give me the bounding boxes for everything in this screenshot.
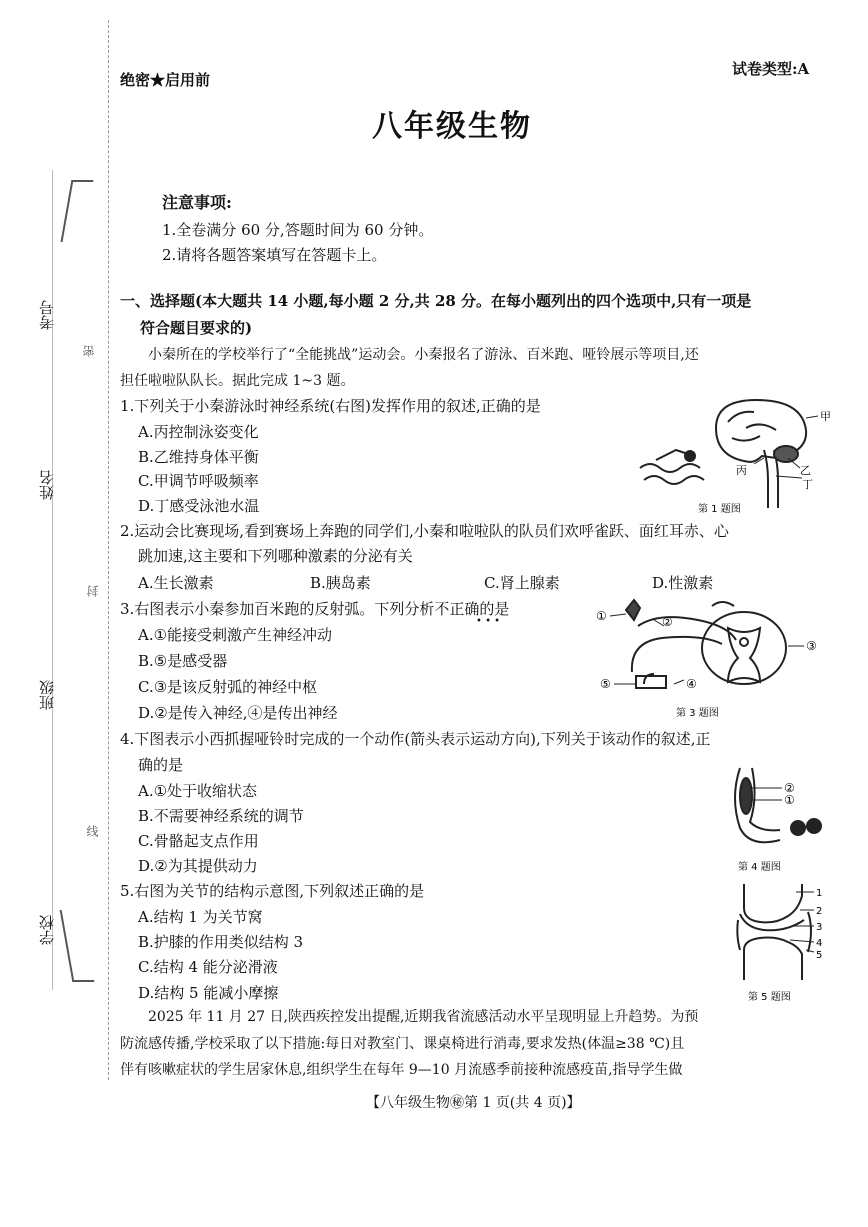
intro-text: 担任啦啦队队长。据此完成 1~3 题。: [120, 373, 355, 389]
q5-option-d: D.结构 5 能减小摩擦: [138, 984, 279, 1002]
fig-label: ③: [806, 639, 817, 653]
q2-option-c: C.肾上腺素: [484, 574, 560, 592]
paper-type: 试卷类型:A: [732, 60, 810, 78]
q1-figure: [636, 398, 832, 514]
q1-option-c: C.甲调节呼吸频率: [138, 472, 259, 490]
fig-caption: 第 1 题图: [698, 504, 741, 514]
kaohao-label: 考号: [38, 300, 56, 330]
fig-label: 丙: [736, 464, 747, 477]
secret-label: 绝密★启用前: [120, 71, 211, 89]
q3-figure: [592, 596, 828, 722]
passage-text: 防流感传播,学校采取了以下措施:每日对教室门、课桌椅进行消毒,要求发热(体温≥38 ℃)且: [120, 1036, 685, 1052]
bracket-mark: [60, 910, 95, 982]
q4-stem-cont: 确的是: [138, 756, 184, 774]
fig-label: 4: [816, 938, 823, 949]
q2-stem: 2.运动会比赛现场,看到赛场上奔跑的同学们,小秦和啦啦队的队员们欢呼雀跃、面红耳赤、心: [120, 522, 729, 540]
intro-text: 小秦所在的学校举行了“全能挑战”运动会。小秦报名了游泳、百米跑、哑铃展示等项目,还: [148, 347, 699, 363]
fig-label: 3: [816, 922, 823, 933]
fig-caption: 第 3 题图: [676, 708, 719, 719]
q1-option-a: A.丙控制泳姿变化: [138, 423, 259, 441]
q4-stem: 4.下图表示小西抓握哑铃时完成的一个动作(箭头表示运动方向),下列关于该动作的叙述,正: [120, 730, 711, 748]
q4-option-d: D.②为其提供动力: [138, 857, 258, 875]
q2-option-b: B.胰岛素: [310, 574, 371, 592]
q5-option-c: C.结构 4 能分泌滑液: [138, 958, 278, 976]
q1-stem: 1.下列关于小秦游泳时神经系统(右图)发挥作用的叙述,正确的是: [120, 397, 541, 415]
fig-label: ②: [784, 781, 795, 795]
q1-option-b: B.乙维持身体平衡: [138, 448, 259, 466]
fig-label: ⑤: [600, 677, 611, 691]
q3-option-c: C.③是该反射弧的神经中枢: [138, 678, 318, 696]
q5-option-a: A.结构 1 为关节窝: [138, 908, 263, 926]
q1-option-d: D.丁感受泳池水温: [138, 497, 260, 515]
q3-option-a: A.①能接受刺激产生神经冲动: [138, 626, 333, 644]
passage-text: 伴有咳嗽症状的学生居家休息,组织学生在每年 9—10 月流感季前接种流感疫苗,指导学生做: [120, 1062, 683, 1078]
q4-option-b: B.不需要神经系统的调节: [138, 807, 304, 825]
margin-line: [52, 170, 53, 990]
page-title: 八年级生物: [372, 109, 532, 144]
fig-label: 5: [816, 950, 823, 961]
q5-stem: 5.右图为关节的结构示意图,下列叙述正确的是: [120, 882, 425, 900]
joint-icon: [737, 884, 811, 980]
q3-emphasis-dots: • • •: [476, 616, 501, 627]
dashed-line: [108, 20, 109, 1080]
section-heading: 一、选择题(本大题共 14 小题,每小题 2 分,共 28 分。在每小题列出的四个选项中,只有一项是: [120, 292, 752, 310]
feng-mark: 封: [86, 585, 100, 597]
fig-label: ①: [784, 793, 795, 807]
q3-option-b: B.⑤是感受器: [138, 652, 228, 670]
q2-option-a: A.生长激素: [138, 574, 214, 592]
fig-label: 2: [816, 906, 823, 917]
reflex-arc-icon: [626, 600, 786, 684]
fig-caption: 第 5 题图: [748, 992, 791, 1003]
banji-label: 班级: [38, 680, 56, 710]
q2-option-d: D.性激素: [652, 574, 714, 592]
q2-stem-cont: 跳加速,这主要和下列哪种激素的分泌有关: [138, 547, 413, 565]
q3-option-d: D.②是传入神经,④是传出神经: [138, 704, 338, 722]
swimmer-icon: [640, 450, 704, 484]
fig-label: 甲: [820, 410, 831, 423]
xuexiao-label: 学校: [38, 915, 56, 945]
q4-figure: [718, 764, 828, 874]
fig-caption: 第 4 题图: [738, 862, 781, 873]
mi-mark: 密: [82, 345, 96, 357]
passage-text: 2025 年 11 月 27 日,陕西疾控发出提醒,近期我省流感活动水平呈现明显上升趋势。为预: [148, 1009, 699, 1025]
fig-label: 乙: [800, 464, 811, 477]
fig-label: 丁: [802, 478, 813, 491]
fig-label: ②: [662, 615, 673, 629]
page-footer: 【八年级生物㊙第 1 页(共 4 页)】: [366, 1095, 581, 1111]
note-item: 1.全卷满分 60 分,答题时间为 60 分钟。: [162, 221, 434, 239]
fig-label: ①: [596, 609, 607, 623]
q5-figure: [736, 880, 830, 1004]
xingming-label: 姓名: [38, 470, 56, 500]
note-item: 2.请将各题答案填写在答题卡上。: [162, 246, 387, 264]
fig-label: 1: [816, 888, 823, 899]
fig-label: ④: [686, 677, 697, 691]
xian-mark: 线: [85, 825, 99, 837]
q5-option-b: B.护膝的作用类似结构 3: [138, 933, 304, 951]
notes-heading: 注意事项:: [162, 193, 232, 212]
q3-stem: 3.右图表示小秦参加百米跑的反射弧。下列分析不正确的是: [120, 600, 510, 618]
q4-option-c: C.骨骼起支点作用: [138, 832, 259, 850]
arm-dumbbell-icon: [735, 768, 821, 842]
q4-option-a: A.①处于收缩状态: [138, 782, 258, 800]
brain-icon: [716, 400, 806, 508]
muscle-icon: [636, 676, 666, 688]
section-heading-cont: 符合题目要求的): [140, 319, 253, 337]
bracket-mark: [61, 180, 94, 242]
